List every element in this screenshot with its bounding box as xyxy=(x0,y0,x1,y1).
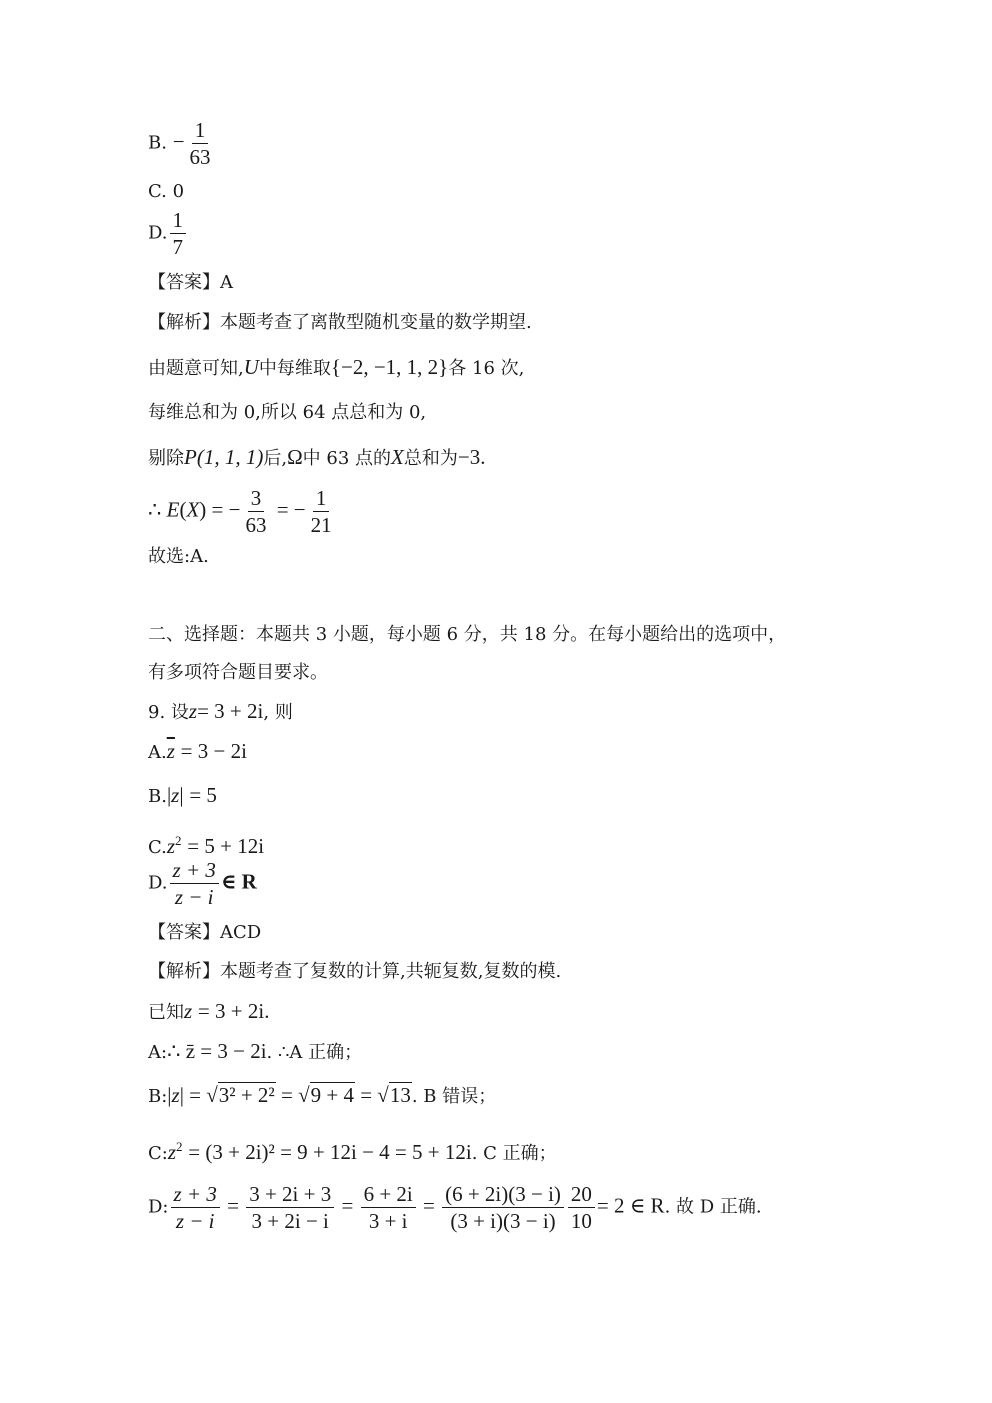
section2-heading-cont: 有多项符合题目要求。 xyxy=(148,662,328,683)
q8-answer xyxy=(148,272,233,294)
text: 中 63 点的 xyxy=(302,448,392,469)
math: ∈ R xyxy=(220,869,257,894)
text: . C 正确； xyxy=(471,1143,557,1164)
numerator: 1 xyxy=(192,118,209,144)
q8-step-1 xyxy=(148,356,524,380)
text: 9. 设 xyxy=(148,702,189,723)
q9-analysis xyxy=(148,961,561,983)
option-label: B. xyxy=(148,132,167,154)
label: D: xyxy=(148,1196,169,1218)
option-label: C. xyxy=(148,837,167,858)
q9-solution-d: D: $\frac{z + 3}{z - i}$ = $\frac{3 + 2i + 3}{3 + 2i - i}$ = $\frac{6 + 2i}{3 + i}$ = $\frac{(6 + 2i)(3 - i)}{(3 + i)(3 - i)}$ $\frac{20}{10}$ = 2 ∈ R. 故 D 正确. xyxy=(148,1182,762,1233)
numerator: 1 xyxy=(170,208,187,234)
denominator: 21 xyxy=(310,513,332,537)
numerator: 6 + 2i xyxy=(361,1182,416,1208)
fraction xyxy=(442,1182,564,1233)
q9-option-a xyxy=(148,740,247,764)
var-z: z xyxy=(188,699,198,723)
analysis-tag: 【解析】 xyxy=(148,312,220,333)
q9-solution-c xyxy=(148,1136,557,1165)
answer-tag: 【答案】 xyxy=(148,922,220,943)
text: 中每维取 xyxy=(258,358,331,379)
text: . B 错误； xyxy=(411,1086,497,1107)
text: 各 16 次, xyxy=(448,358,525,379)
text: 已知 xyxy=(148,1002,184,1023)
var-x: X xyxy=(391,445,404,469)
math: = 3 + 2i xyxy=(197,699,264,723)
denominator: 10 xyxy=(570,1209,592,1233)
q9-stem xyxy=(148,700,293,724)
numerator: 3 + 2i + 3 xyxy=(246,1182,334,1208)
fraction xyxy=(308,486,335,537)
q8-choose: 故选:A. xyxy=(148,546,209,567)
q8-expectation: ∴ E(X) = − $\frac{3}{63}$ = − $\frac{1}{21}$ xyxy=(148,486,337,537)
text: . 故 D 正确. xyxy=(664,1196,762,1218)
radicand: 13 xyxy=(389,1083,411,1107)
denominator: (3 + i)(3 − i) xyxy=(450,1209,556,1233)
denominator: 3 + i xyxy=(368,1209,408,1233)
fraction xyxy=(568,1182,595,1233)
minus-sign: − xyxy=(172,129,185,154)
math: = 3 + 2i. xyxy=(197,999,270,1023)
q8-step-3 xyxy=(148,446,485,470)
abs-z: |z| xyxy=(166,783,184,807)
analysis-text: 本题考查了离散型随机变量的数学期望. xyxy=(220,312,532,333)
q9-solution-a xyxy=(148,1040,362,1064)
analysis-tag: 【解析】 xyxy=(148,961,220,982)
radicand: 3² + 2² xyxy=(218,1083,275,1107)
denominator: 3 + 2i − i xyxy=(251,1209,329,1233)
numerator: 3 xyxy=(248,486,265,512)
q9-solution-b xyxy=(148,1084,496,1108)
value-set: {−2, −1, 1, 2} xyxy=(330,355,449,379)
text: 总和为 xyxy=(403,448,458,469)
q9-known xyxy=(148,1000,269,1024)
analysis-text: 本题考查了复数的计算,共轭复数,复数的模. xyxy=(220,961,562,982)
numerator: 20 xyxy=(568,1182,595,1208)
point-p: P(1, 1, 1) xyxy=(184,445,264,469)
math: = (3 + 2i)² = 9 + 12i − 4 = 5 + 12i xyxy=(188,1140,472,1164)
omega-symbol: Ω xyxy=(287,445,303,469)
q8-option-b xyxy=(148,118,216,169)
text: 后, xyxy=(263,448,288,469)
z-conjugate: $\overline{z}$ xyxy=(166,739,175,763)
label: B: xyxy=(148,1086,168,1107)
answer-value: ACD xyxy=(220,922,262,943)
q8-analysis xyxy=(148,312,532,334)
q8-option-d xyxy=(148,208,188,259)
z-squared: $z^2$ xyxy=(166,833,182,858)
section2-heading: 二、选择题：本题共 3 小题，每小题 6 分，共 18 分。在每小题给出的选项中， xyxy=(148,624,787,645)
denominator: z − i xyxy=(175,1209,215,1233)
fraction xyxy=(171,1182,220,1233)
fraction xyxy=(170,858,219,909)
value: −3. xyxy=(457,445,486,469)
text: 由题意可知, xyxy=(148,358,244,379)
fraction xyxy=(170,208,187,259)
option-label: B. xyxy=(148,786,167,807)
option-label: D. xyxy=(148,872,168,894)
label: C: xyxy=(148,1143,168,1164)
fraction xyxy=(246,1182,334,1233)
option-label: D. xyxy=(148,222,168,244)
denominator: z − i xyxy=(174,885,214,909)
numerator: (6 + 2i)(3 − i) xyxy=(442,1182,564,1208)
math: = 3 − 2i xyxy=(180,739,247,763)
fraction xyxy=(187,118,214,169)
math: ∴ z̄ = 3 − 2i xyxy=(167,1039,267,1063)
numerator: z + 3 xyxy=(171,1182,220,1208)
numerator: 1 xyxy=(313,486,330,512)
label: A: xyxy=(148,1042,168,1063)
answer-tag: 【答案】 xyxy=(148,272,220,293)
text: 剔除 xyxy=(148,448,184,469)
numerator: z + 3 xyxy=(170,858,219,884)
q8-step-2: 每维总和为 0,所以 64 点总和为 0, xyxy=(148,402,427,423)
denominator: 7 xyxy=(172,235,184,259)
math: = 5 xyxy=(189,783,217,807)
q9-option-d xyxy=(148,858,257,909)
q9-option-c xyxy=(148,830,264,859)
option-label: A. xyxy=(148,742,167,763)
math: |z| = √3² + 2² = √9 + 4 = √13 xyxy=(167,1083,411,1107)
math: = 5 + 12i xyxy=(187,834,265,858)
q9-option-b xyxy=(148,784,217,808)
therefore-symbol: ∴ xyxy=(148,497,162,522)
math: = 2 ∈ R xyxy=(596,1193,665,1218)
var-z: z xyxy=(184,999,193,1023)
answer-value: A xyxy=(220,272,233,293)
fraction xyxy=(242,486,269,537)
q9-answer xyxy=(148,922,261,944)
q8-option-c: C. 0 xyxy=(148,181,185,202)
denominator: 63 xyxy=(245,513,267,537)
denominator: 63 xyxy=(189,145,211,169)
text: , 则 xyxy=(263,702,293,723)
text: . ∴A 正确； xyxy=(266,1042,363,1063)
var-u: U xyxy=(243,355,259,379)
radicand: 9 + 4 xyxy=(310,1083,354,1107)
z-squared: $z^2$ xyxy=(167,1139,183,1164)
fraction xyxy=(361,1182,416,1233)
